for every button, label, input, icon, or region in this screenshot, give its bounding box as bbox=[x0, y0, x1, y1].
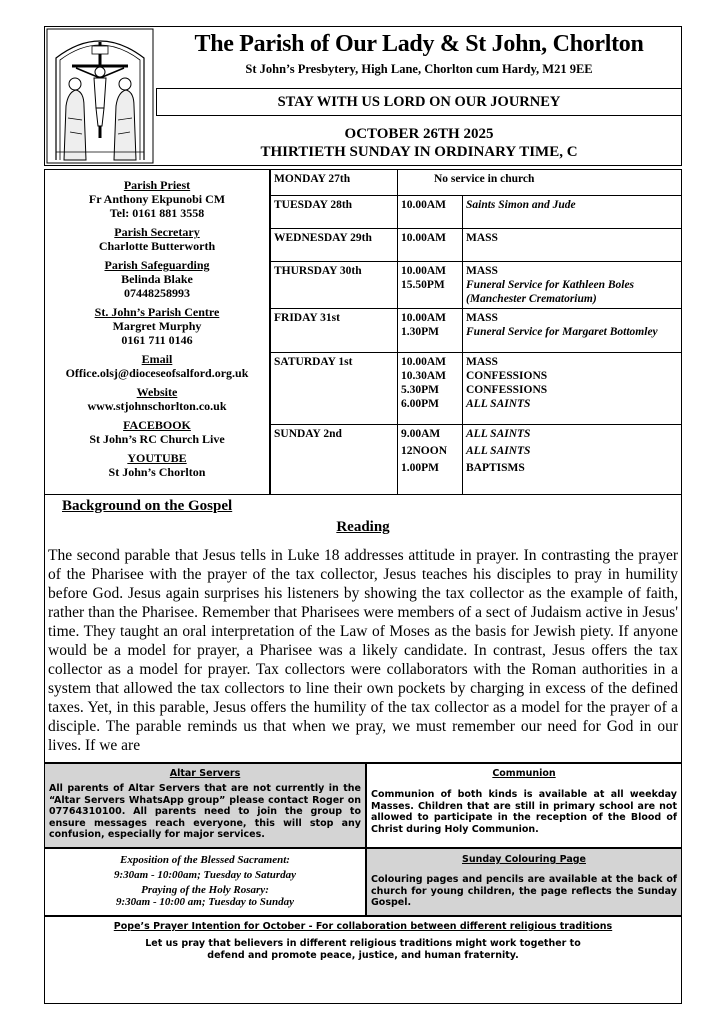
schedule-event: CONFESSIONS bbox=[466, 384, 548, 396]
schedule-event: Saints Simon and Jude bbox=[466, 199, 576, 211]
communion-text: Communion of both kinds is available at all weekday Masses. Children that are still in primary school are not allowed to participate in the reception of the Blood of Christ during Holy Communion. bbox=[371, 789, 677, 835]
schedule-event: ALL SAINTS bbox=[466, 445, 531, 457]
schedule-event: MASS bbox=[466, 356, 498, 368]
contact-heading: Website bbox=[136, 385, 178, 399]
contact-group bbox=[45, 258, 269, 300]
schedule-day: MONDAY 27th bbox=[271, 170, 398, 196]
contact-line: St John’s Chorlton bbox=[108, 465, 206, 479]
colouring-box bbox=[366, 848, 682, 916]
contact-heading: Email bbox=[141, 352, 173, 366]
schedule-time: 10.00AM bbox=[401, 356, 447, 368]
weekly-schedule bbox=[270, 169, 682, 495]
schedule-times bbox=[398, 196, 463, 229]
schedule-events bbox=[463, 196, 682, 229]
schedule-events bbox=[463, 353, 682, 425]
schedule-row bbox=[271, 170, 682, 196]
liturgical-sunday: THIRTIETH SUNDAY IN ORDINARY TIME, C bbox=[260, 144, 578, 160]
contact-line: Charlotte Butterworth bbox=[98, 239, 216, 253]
schedule-day: FRIDAY 31st bbox=[271, 309, 398, 353]
schedule-time: 10.00AM bbox=[401, 312, 447, 324]
schedule-row bbox=[271, 229, 682, 262]
schedule-row bbox=[271, 353, 682, 425]
schedule-event: MASS bbox=[466, 265, 498, 277]
altar-servers-text: All parents of Altar Servers that are not currently in the “Altar Servers WhatsApp group” please contact Roger on 07764310100. All parents need to join the group to ensure messages reach everyone, this will stop any confusion, especially for major services. bbox=[49, 783, 361, 840]
schedule-note: No service in church bbox=[398, 170, 682, 196]
altar-servers-heading: Altar Servers bbox=[169, 768, 241, 779]
schedule-event: MASS bbox=[466, 232, 498, 244]
contact-heading: St. John’s Parish Centre bbox=[94, 305, 220, 319]
communion-box bbox=[366, 763, 682, 848]
banner-box bbox=[156, 88, 682, 116]
schedule-events bbox=[463, 262, 682, 309]
contacts-panel bbox=[44, 169, 270, 495]
schedule-day: SUNDAY 2nd bbox=[271, 425, 398, 495]
schedule-events bbox=[463, 425, 682, 495]
schedule-day: WEDNESDAY 29th bbox=[271, 229, 398, 262]
schedule-time: 5.30PM bbox=[401, 384, 440, 396]
contacts-list bbox=[45, 170, 269, 479]
contact-group bbox=[45, 385, 269, 413]
communion-heading: Communion bbox=[492, 768, 556, 779]
schedule-time: 9.00AM bbox=[401, 428, 441, 440]
contact-group bbox=[45, 225, 269, 253]
schedule-day: SATURDAY 1st bbox=[271, 353, 398, 425]
parish-title: The Parish of Our Lady & St John, Chorlton bbox=[194, 31, 644, 57]
schedule-times bbox=[398, 309, 463, 353]
gospel-reading-text: The second parable that Jesus tells in Luke 18 addresses attitude in prayer. In contrasting the prayer of the Pharisee with the prayer of the tax collector, Jesus teaches his disciples to pray in humility before God. Jesus again surprises his listeners by showing the tax collector as the example of faith, rather than the Pharisee. Remember that Pharisees were members of a sect of Judaism active in Jesus' time. They taught an oral interpretation of the Law of Moses as the basis for Jewish piety. If anyone would be a model for prayer, a Pharisee was a likely candidate. In contrast, Jesus offers the tax collector as a model for prayer. Tax collectors were collaborators with the Roman authorities in a system that allowed the tax collectors to line their own pockets by charging in excess of the defined taxes. Yet, in this parable, Jesus offers the humility of the tax collector as a model for the prayer of a disciple. The parable reminds us that when we pray, we must remember our need for God in our lives. If we are bbox=[48, 547, 678, 754]
exposition-time: 9:30am - 10:00am; Tuesday to Saturday bbox=[114, 869, 296, 881]
schedule-events bbox=[463, 229, 682, 262]
schedule-events bbox=[463, 309, 682, 353]
schedule-event: Funeral Service for Kathleen Boles bbox=[466, 279, 635, 291]
exposition-box bbox=[44, 848, 366, 916]
pope-intention-line2: defend and promote peace, justice, and human fraternity. bbox=[207, 949, 519, 961]
pope-intention-line1: Let us pray that believers in different religious traditions might work together to bbox=[145, 938, 581, 949]
colouring-heading: Sunday Colouring Page bbox=[461, 854, 586, 865]
contact-group bbox=[45, 305, 269, 347]
schedule-time: 12NOON bbox=[401, 445, 447, 457]
schedule-time: 10.30AM bbox=[401, 370, 447, 382]
contact-line: Fr Anthony Ekpunobi CM bbox=[88, 192, 226, 206]
contact-heading: Parish Secretary bbox=[114, 225, 200, 239]
contact-group bbox=[45, 178, 269, 220]
schedule-row bbox=[271, 262, 682, 309]
colouring-text: Colouring pages and pencils are available at the back of church for young children, the page reflects the Sunday Gospel. bbox=[371, 874, 677, 908]
schedule-times bbox=[398, 262, 463, 309]
schedule-time: 1.30PM bbox=[401, 326, 440, 338]
schedule-row bbox=[271, 196, 682, 229]
exposition-title: Exposition of the Blessed Sacrament: bbox=[120, 854, 290, 866]
contact-group bbox=[45, 352, 269, 380]
banner-text: STAY WITH US LORD ON OUR JOURNEY bbox=[277, 94, 561, 110]
pope-intention-box bbox=[44, 916, 682, 1004]
service-date: OCTOBER 26TH 2025 bbox=[344, 126, 494, 142]
rosary-title: Praying of the Holy Rosary: bbox=[141, 884, 269, 896]
schedule-event: Funeral Service for Margaret Bottomley bbox=[466, 326, 658, 338]
schedule-time: 10.00AM bbox=[401, 265, 447, 277]
schedule-event: ALL SAINTS bbox=[466, 398, 531, 410]
schedule-row bbox=[271, 309, 682, 353]
contact-group bbox=[45, 418, 269, 446]
contact-group bbox=[45, 451, 269, 479]
parish-address: St John’s Presbytery, High Lane, Chorlton cum Hardy, M21 9EE bbox=[245, 62, 593, 76]
contact-line: 07448258993 bbox=[124, 286, 190, 300]
contact-line: 0161 711 0146 bbox=[121, 333, 193, 347]
schedule-event: (Manchester Crematorium) bbox=[466, 293, 597, 305]
schedule-times bbox=[398, 425, 463, 495]
reading-heading: Reading bbox=[336, 519, 390, 535]
contact-line: Office.olsj@dioceseofsalford.org.uk bbox=[65, 366, 249, 380]
altar-servers-box bbox=[44, 763, 366, 848]
gospel-heading: Background on the Gospel bbox=[62, 498, 233, 514]
schedule-day: THURSDAY 30th bbox=[271, 262, 398, 309]
contact-line: Belinda Blake bbox=[121, 272, 193, 286]
schedule-time: 10.00AM bbox=[401, 199, 447, 211]
schedule-times bbox=[398, 229, 463, 262]
schedule-event: MASS bbox=[466, 312, 498, 324]
contact-heading: YOUTUBE bbox=[127, 451, 187, 465]
schedule-event: BAPTISMS bbox=[466, 462, 525, 474]
schedule-time: 6.00PM bbox=[401, 398, 440, 410]
pope-intention-heading: Pope’s Prayer Intention for October - For collaboration between different religious traditions bbox=[113, 921, 613, 932]
schedule-times bbox=[398, 353, 463, 425]
contact-heading: FACEBOOK bbox=[123, 418, 191, 432]
crucifixion-image bbox=[46, 28, 154, 164]
schedule-time: 1.00PM bbox=[401, 462, 440, 474]
rosary-time: 9:30am - 10:00 am; Tuesday to Sunday bbox=[115, 896, 295, 908]
contact-line: www.stjohnschorlton.co.uk bbox=[87, 399, 227, 413]
schedule-time: 10.00AM bbox=[401, 232, 447, 244]
contact-line: St John’s RC Church Live bbox=[89, 432, 225, 446]
schedule-event: CONFESSIONS bbox=[466, 370, 548, 382]
schedule-row bbox=[271, 425, 682, 495]
contact-heading: Parish Priest bbox=[123, 178, 191, 192]
contact-line: Tel: 0161 881 3558 bbox=[109, 206, 205, 220]
schedule-event: ALL SAINTS bbox=[466, 428, 531, 440]
contact-heading: Parish Safeguarding bbox=[104, 258, 210, 272]
contact-line: Margret Murphy bbox=[112, 319, 202, 333]
schedule-table bbox=[270, 169, 682, 495]
schedule-time: 15.50PM bbox=[401, 279, 445, 291]
schedule-day: TUESDAY 28th bbox=[271, 196, 398, 229]
